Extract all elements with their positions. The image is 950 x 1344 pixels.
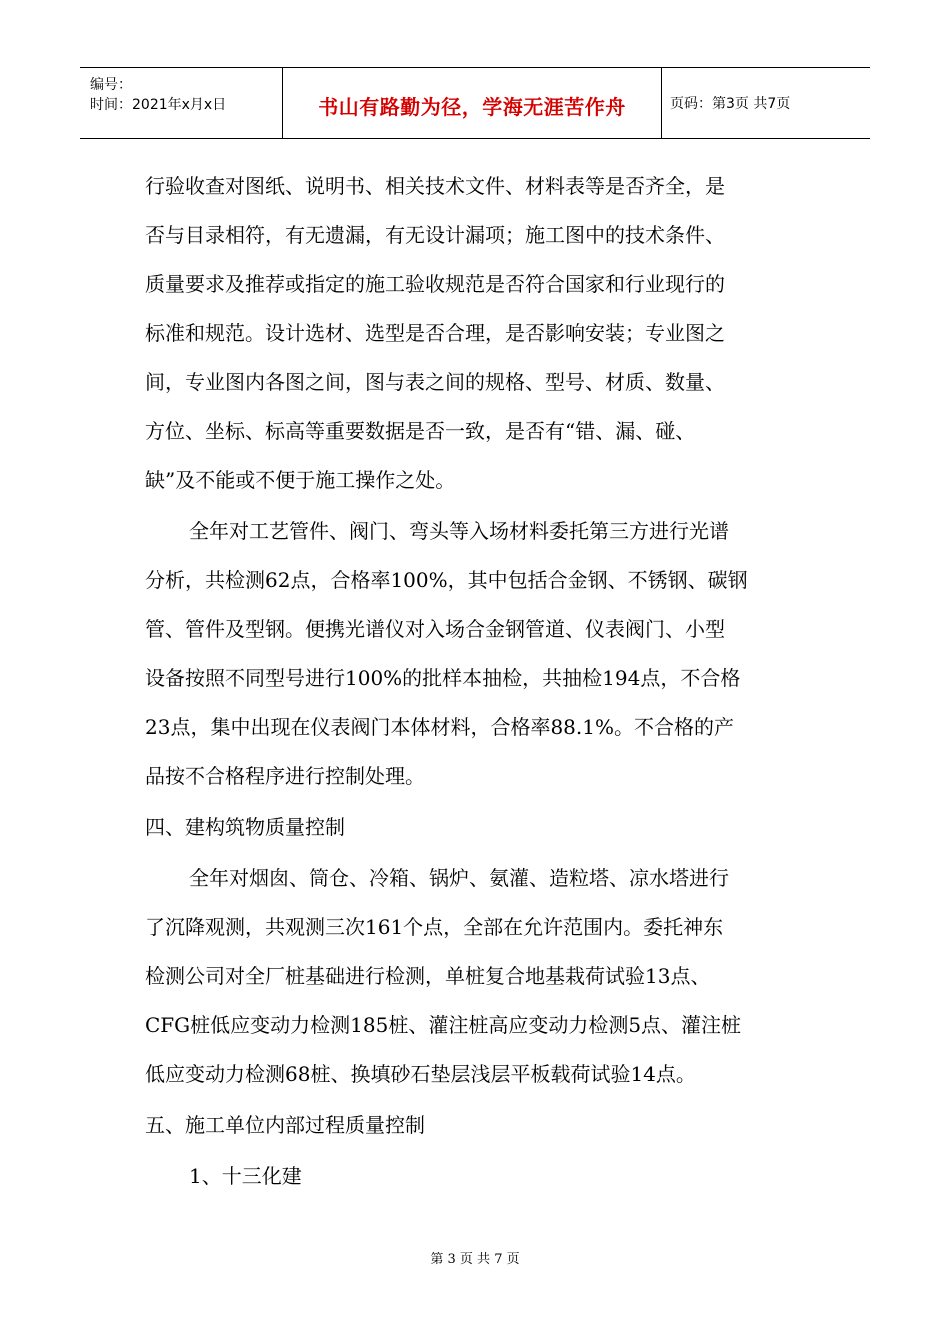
header-page-number: 页码：第3页 共7页	[670, 96, 791, 112]
body-line: 质量要求及推荐或指定的施工验收规范是否符合国家和行业现行的	[145, 272, 725, 296]
body-line: 23点，集中出现在仪表阀门本体材料，合格率88.1%。不合格的产	[145, 715, 734, 739]
document-time-label: 时间：2021年x月x日	[90, 97, 227, 113]
body-line: 否与目录相符，有无遗漏，有无设计漏项；施工图中的技术条件、	[145, 223, 725, 247]
document-number-label: 编号：	[90, 77, 132, 93]
body-line: 方位、坐标、标高等重要数据是否一致，是否有“错、漏、碰、	[145, 419, 696, 443]
body-line: 了沉降观测，共观测三次161个点，全部在允许范围内。委托神东	[145, 915, 724, 939]
body-line: 设备按照不同型号进行100%的批样本抽检，共抽检194点，不合格	[145, 666, 741, 690]
page-footer: 第 3 页 共 7 页	[430, 1252, 520, 1267]
body-line: 品按不合格程序进行控制处理。	[145, 764, 425, 788]
body-line: 间，专业图内各图之间，图与表之间的规格、型号、材质、数量、	[145, 370, 725, 394]
header-motto-cell	[283, 68, 662, 138]
body-line: 标准和规范。设计选材、选型是否合理，是否影响安装；专业图之	[145, 321, 725, 345]
subsection-heading: 1、十三化建	[189, 1164, 302, 1188]
section-heading: 四、建构筑物质量控制	[145, 815, 345, 839]
body-line: 检测公司对全厂桩基础进行检测，单桩复合地基栽荷试验13点、	[145, 964, 711, 988]
body-line: 管、管件及型钢。便携光谱仪对入场合金钢管道、仪表阀门、小型	[145, 617, 725, 641]
body-line: 行验收查对图纸、说明书、相关技术文件、材料表等是否齐全，是	[145, 174, 725, 198]
body-line: 低应变动力检测68桩、换填砂石垫层浅层平板载荷试验14点。	[145, 1062, 696, 1086]
body-line: 全年对工艺管件、阀门、弯头等入场材料委托第三方进行光谱	[189, 519, 729, 543]
header-meta-cell	[80, 68, 283, 138]
page-header	[80, 67, 870, 139]
section-heading: 五、施工单位内部过程质量控制	[145, 1113, 425, 1137]
body-line: CFG桩低应变动力检测185桩、灌注桩高应变动力检测5点、灌注桩	[145, 1013, 742, 1037]
body-line: 分析，共检测62点，合格率100%，其中包括合金钢、不锈钢、碳钢	[145, 568, 748, 592]
header-page-cell	[662, 68, 870, 138]
header-motto: 书山有路勤为径，学海无涯苦作舟	[318, 95, 626, 119]
body-line: 缺”及不能或不便于施工操作之处。	[145, 468, 456, 492]
body-line: 全年对烟囱、筒仓、冷箱、锅炉、氨灌、造粒塔、凉水塔进行	[189, 866, 729, 890]
